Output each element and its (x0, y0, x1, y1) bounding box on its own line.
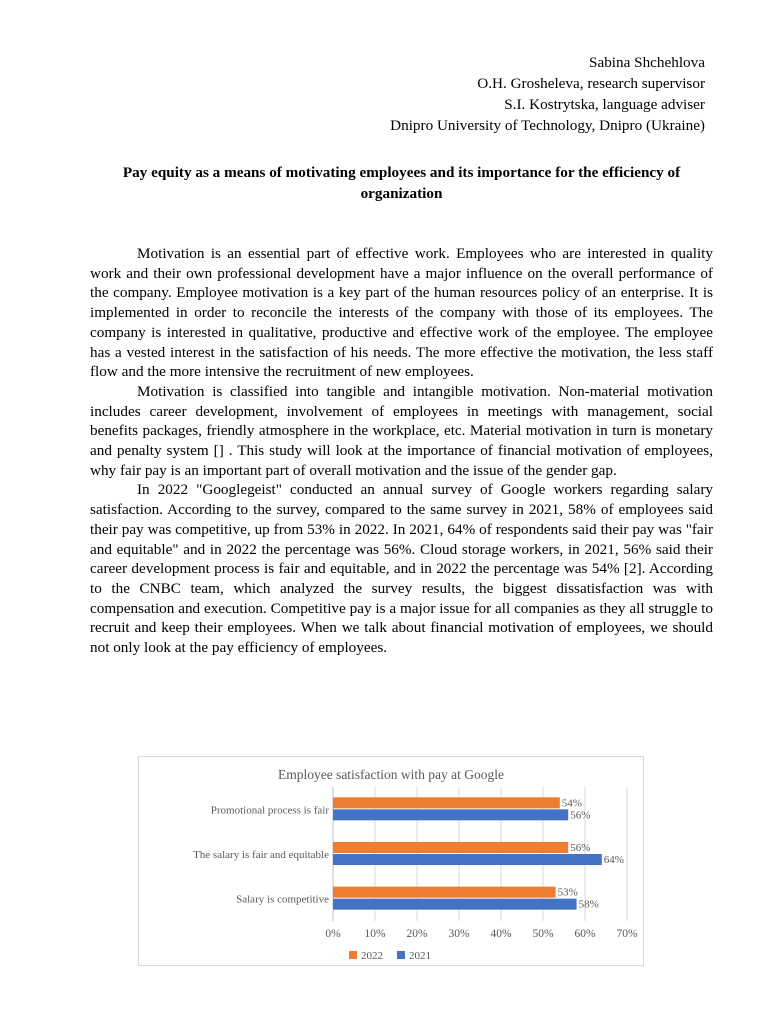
bar-2021 (333, 854, 602, 865)
bar-2022 (333, 887, 556, 898)
data-label: 54% (561, 797, 582, 810)
category-label: The salary is fair and equitable (193, 849, 329, 861)
legend-swatch (349, 951, 357, 959)
x-tick-label: 70% (616, 928, 638, 940)
chart-figure (138, 756, 644, 966)
data-label: 58% (578, 898, 599, 911)
paragraph: In 2022 "Googlegeist" conducted an annual survey of Google workers regarding salary satisfaction. According to the survey, compared to the same survey in 2021, 58% of employees said their pay was competitive, up from 53% in 2022. In 2021, 64% of respondents said their pay was "fair and equitable" and in 2022 the percentage was 56%. Cloud storage workers, in 2021, 56% said their career development process is fair and equitable, and in 2022 the percentage was 54% [2]. According to the CNBC team, which analyzed the survey results, the biggest dissatisfaction was with compensation and execution. Competitive pay is a major issue for all companies as they all struggle to recruit and keep their employees. When we talk about financial motivation of employees, we should not only look at the pay efficiency of employees. (90, 481, 713, 657)
paragraph: Motivation is classified into tangible and intangible motivation. Non-material motivation includes career development, involvement of employees in meetings with management, social benefits packages, friendly atmosphere in the workplace, etc. Material motivation in turn is monetary and penalty system [] . This study will look at the importance of financial motivation of employees, why fair pay is an important part of overall motivation and the issue of the gender gap. (90, 382, 713, 479)
data-label: 56% (570, 842, 591, 854)
x-tick-label: 20% (406, 928, 428, 940)
author-block (390, 52, 705, 136)
paper-title: Pay equity as a means of motivating employees and its importance for the efficiency of organization (122, 164, 681, 202)
legend-label: 2022 (361, 950, 383, 962)
chart-title: Employee satisfaction with pay at Google (277, 767, 505, 782)
data-label: 64% (603, 854, 624, 866)
data-label: 53% (557, 886, 578, 899)
chart-axis-labels (325, 928, 638, 940)
category-label: Promotional process is fair (210, 804, 329, 817)
research-supervisor: O.H. Grosheleva, research supervisor (477, 75, 705, 92)
bar-2022 (333, 842, 568, 853)
x-tick-label: 50% (532, 928, 554, 940)
legend-swatch (397, 951, 405, 959)
category-label: Salary is competitive (236, 893, 329, 906)
affiliation: Dnipro University of Technology, Dnipro (Ukraine) (390, 117, 705, 134)
bar-2022 (333, 797, 560, 808)
chart-bars (333, 797, 624, 910)
paper-body (90, 244, 713, 658)
x-tick-label: 0% (325, 928, 341, 940)
bar-2021 (333, 899, 577, 910)
legend-label: 2021 (409, 950, 431, 962)
author-name: Sabina Shchehlova (589, 54, 705, 71)
chart-category-labels (193, 804, 329, 905)
bar-chart (139, 757, 643, 965)
x-tick-label: 40% (490, 928, 512, 940)
x-tick-label: 10% (364, 928, 386, 940)
paragraph: Motivation is an essential part of effective work. Employees who are interested in quality work and their own professional development have a major influence on the overall performance of the company. Employee motivation is a key part of the human resources policy of an enterprise. It is implemented in order to reconcile the interests of the company with those of its employees. The company is interested in qualitative, productive and effective work of the employee. The employee has a vested interest in the satisfaction of his needs. The more effective the motivation, the less staff flow and the more intensive the recruitment of new employees. (90, 245, 713, 381)
x-tick-label: 60% (574, 928, 596, 940)
x-tick-label: 30% (448, 928, 470, 940)
data-label: 56% (570, 809, 591, 822)
chart-legend (349, 950, 431, 962)
language-adviser: S.I. Kostrytska, language adviser (504, 96, 705, 113)
bar-2021 (333, 809, 568, 820)
